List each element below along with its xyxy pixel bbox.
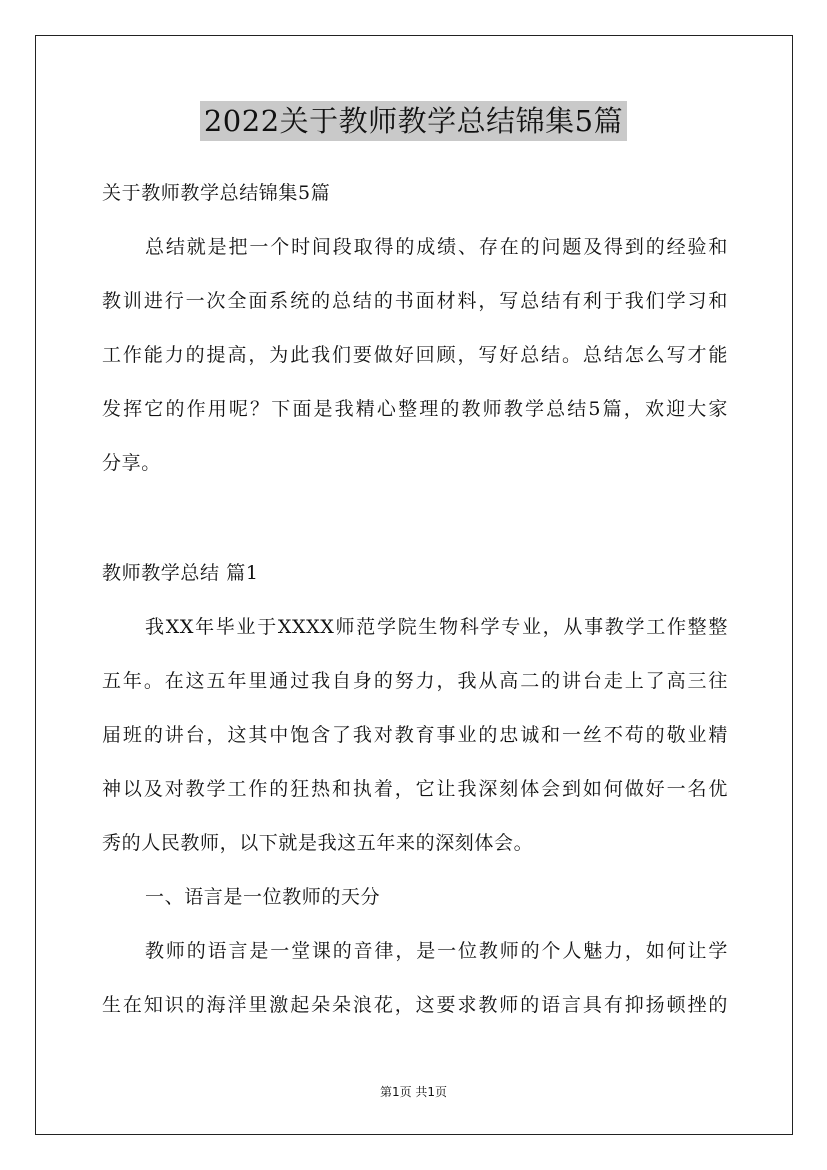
document-title: 2022关于教师教学总结锦集5篇: [200, 101, 627, 141]
section-line-3: 届班的讲台，这其中饱含了我对教育事业的忠诚和一丝不苟的敬业精: [102, 724, 728, 746]
section-line-1: 我XX年毕业于XXXX师范学院生物科学专业，从事教学工作整整: [145, 616, 728, 638]
section-line-5: 秀的人民教师，以下就是我这五年来的深刻体会。: [102, 832, 534, 854]
intro-line-5: 分享。: [102, 452, 161, 474]
point-heading: 一、语言是一位教师的天分: [145, 886, 381, 908]
section-line-4: 神以及对教学工作的狂热和执着，它让我深刻体会到如何做好一名优: [102, 778, 728, 800]
section-heading: 教师教学总结 篇1: [102, 562, 259, 584]
point-line-2: 生在知识的海洋里激起朵朵浪花，这要求教师的语言具有抑扬顿挫的: [102, 994, 728, 1016]
point-line-1: 教师的语言是一堂课的音律，是一位教师的个人魅力，如何让学: [145, 940, 728, 962]
document-subtitle: 关于教师教学总结锦集5篇: [102, 182, 331, 204]
title-container: [0, 101, 827, 141]
page-footer: 第1页 共1页: [379, 1085, 448, 1099]
intro-line-4: 发挥它的作用呢？下面是我精心整理的教师教学总结5篇，欢迎大家: [102, 398, 728, 420]
section-line-2: 五年。在这五年里通过我自身的努力，我从高二的讲台走上了高三往: [102, 670, 728, 692]
intro-line-2: 教训进行一次全面系统的总结的书面材料，写总结有利于我们学习和: [102, 290, 728, 312]
intro-line-3: 工作能力的提高，为此我们要做好回顾，写好总结。总结怎么写才能: [102, 344, 728, 366]
intro-line-1: 总结就是把一个时间段取得的成绩、存在的问题及得到的经验和: [145, 236, 728, 258]
